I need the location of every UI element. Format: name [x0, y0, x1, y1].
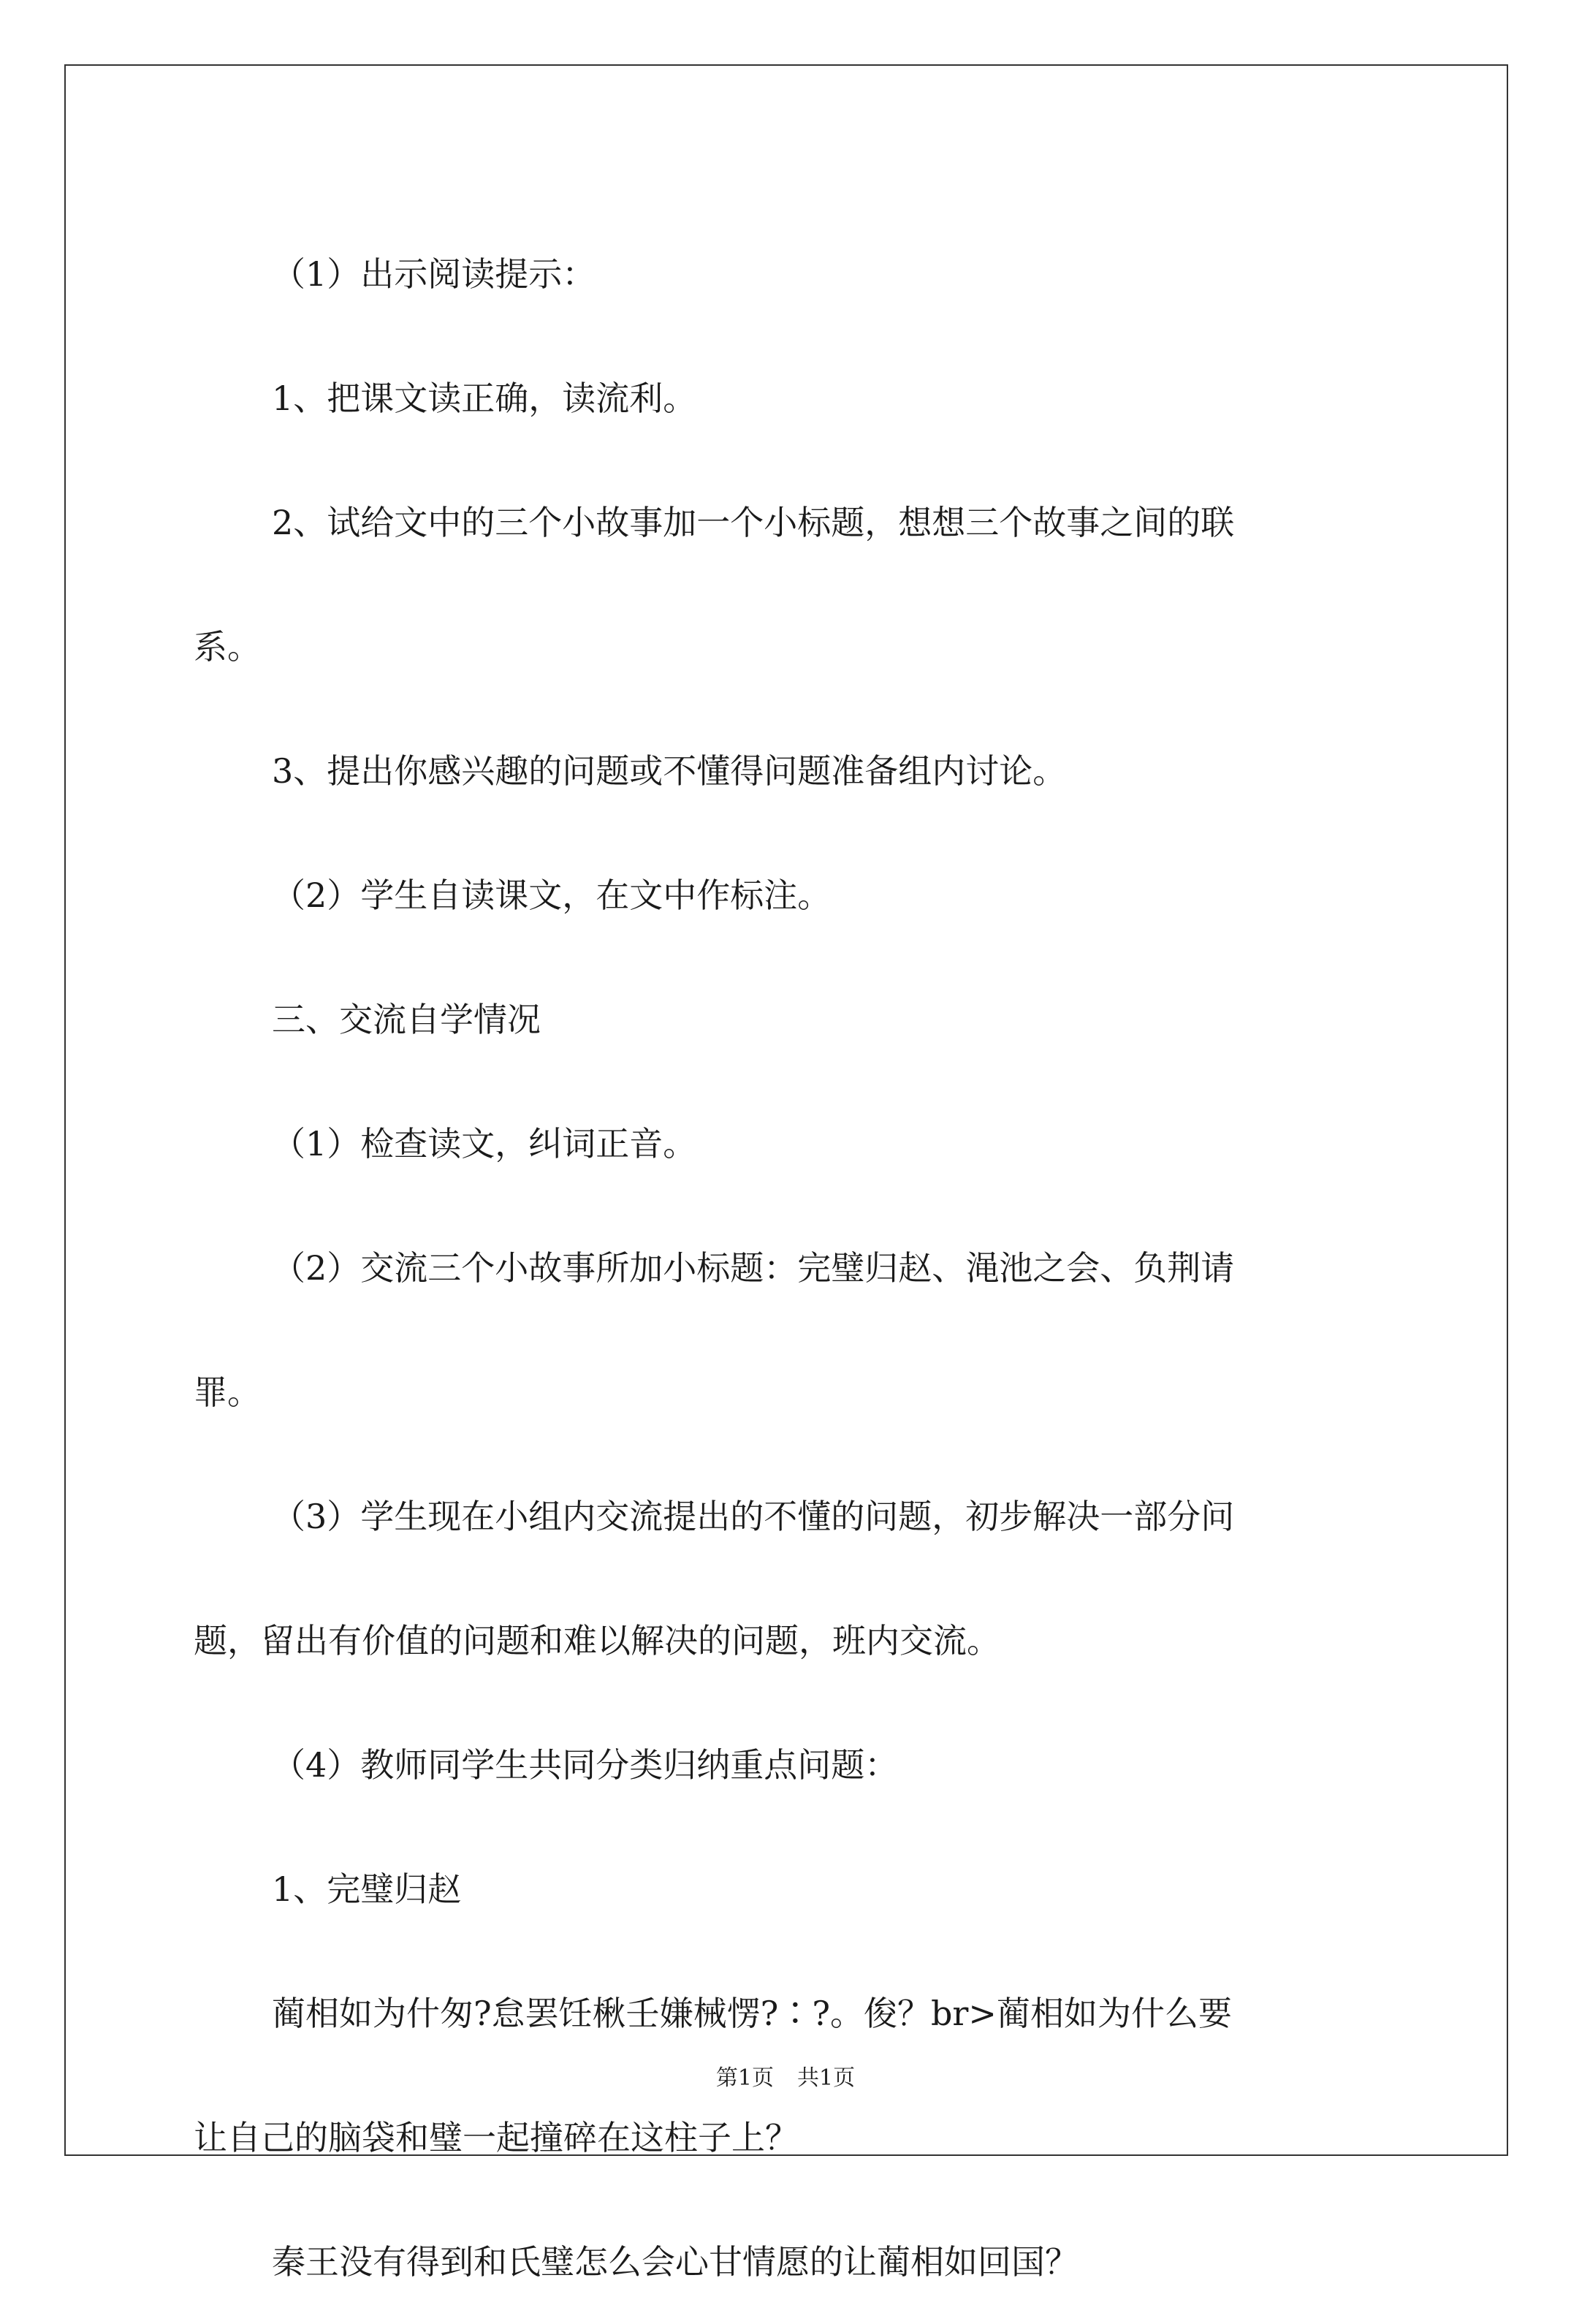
paragraph: 1、把课文读正确，读流利。	[272, 379, 697, 418]
paragraph: 3、提出你感兴趣的问题或不懂得问题准备组内讨论。	[272, 751, 1067, 791]
page-number: 第1页	[715, 2065, 774, 2091]
document-body	[194, 212, 1392, 2324]
paragraph: 2、试给文中的三个小故事加一个小标题，想想三个故事之间的联	[272, 503, 1235, 542]
paragraph: （2）交流三个小故事所加小标题：完璧归赵、渑池之会、负荆请	[272, 1248, 1235, 1288]
paragraph: 系。	[194, 627, 261, 667]
subheading: 1、完璧归赵	[272, 1869, 462, 1909]
paragraph: 罪。	[194, 1372, 261, 1412]
paragraph: 题，留出有价值的问题和难以解决的问题，班内交流。	[194, 1621, 1000, 1660]
paragraph: （1）出示阅读提示：	[272, 254, 596, 294]
paragraph: 秦王没有得到和氏璧怎么会心甘情愿的让蔺相如回国？	[272, 2242, 1079, 2282]
paragraph: （4）教师同学生共同分类归纳重点问题：	[272, 1745, 899, 1785]
page-total: 共1页	[797, 2065, 856, 2091]
paragraph: 让自己的脑袋和璧一起撞碎在这柱子上？	[194, 2118, 799, 2157]
paragraph: （1）检查读文，纠词正音。	[272, 1124, 697, 1163]
paragraph: （2）学生自读课文，在文中作标注。	[272, 876, 832, 915]
section-heading: 三、交流自学情况	[272, 1000, 541, 1039]
page-footer	[0, 2059, 1571, 2092]
paragraph: （3）学生现在小组内交流提出的不懂的问题，初步解决一部分问	[272, 1497, 1235, 1536]
paragraph: 蔺相如为什匆?怠罢饪楸壬嫌械愣?∶?。俊？br>蔺相如为什么要	[272, 1994, 1232, 2033]
